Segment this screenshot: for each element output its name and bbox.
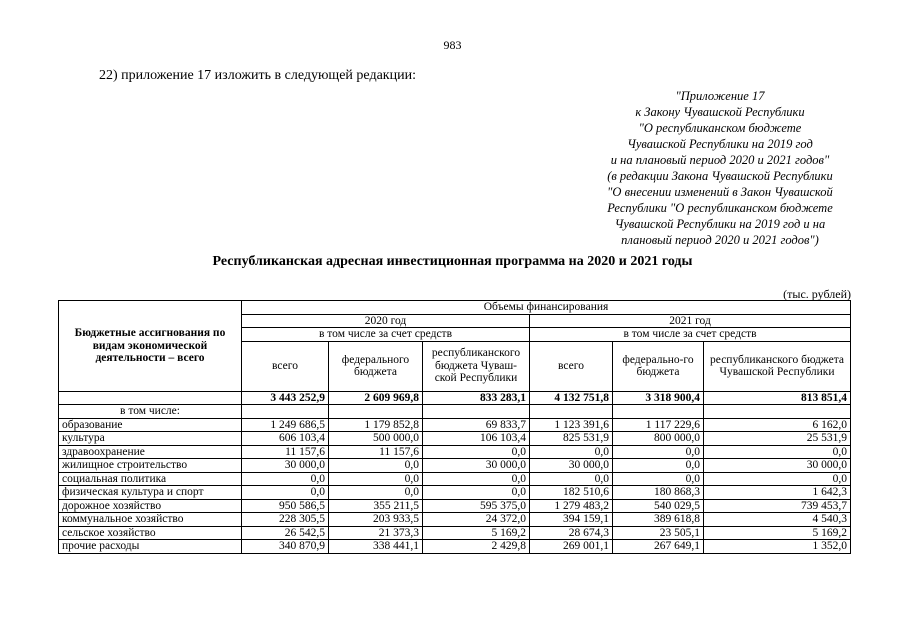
data-rows [59, 418, 851, 553]
row-value: 389 618,8 [613, 513, 704, 527]
units-label: (тыс. рублей) [783, 287, 851, 301]
row-value: 825 531,9 [530, 432, 613, 446]
row-value: 26 542,5 [242, 526, 329, 540]
row-label: социальная политика [59, 472, 242, 486]
total-value: 4 132 751,8 [530, 391, 613, 405]
table-row [59, 486, 851, 500]
row-label: образование [59, 418, 242, 432]
row-value: 2 429,8 [423, 540, 530, 554]
row-value: 0,0 [704, 472, 851, 486]
row-value: 11 157,6 [242, 445, 329, 459]
appendix-line: к Закону Чувашской Республики [635, 105, 805, 119]
row-value: 0,0 [242, 486, 329, 500]
row-value: 338 441,1 [329, 540, 423, 554]
subheader-label: в том числе: [59, 405, 242, 419]
row-value: 500 000,0 [329, 432, 423, 446]
row-value: 0,0 [613, 472, 704, 486]
row-value: 106 103,4 [423, 432, 530, 446]
row-label: прочие расходы [59, 540, 242, 554]
row-label: дорожное хозяйство [59, 499, 242, 513]
table-row [59, 418, 851, 432]
table-row [59, 499, 851, 513]
row-value: 5 169,2 [704, 526, 851, 540]
row-value: 30 000,0 [423, 459, 530, 473]
row-value: 25 531,9 [704, 432, 851, 446]
total-value: 2 609 969,8 [329, 391, 423, 405]
row-value: 267 649,1 [613, 540, 704, 554]
table-row [59, 526, 851, 540]
row-value: 182 510,6 [530, 486, 613, 500]
appendix-line: (в редакции Закона Чувашской Республики [607, 169, 833, 183]
row-value: 1 123 391,6 [530, 418, 613, 432]
row-value: 950 586,5 [242, 499, 329, 513]
row-value: 269 001,1 [530, 540, 613, 554]
row-value: 228 305,5 [242, 513, 329, 527]
appendix-line: плановый период 2020 и 2021 годов") [621, 233, 819, 247]
col-total-2020: всего [242, 341, 329, 391]
row-value: 0,0 [423, 486, 530, 500]
appendix-line: Чувашской Республики на 2019 год [627, 137, 813, 151]
row-value: 180 868,3 [613, 486, 704, 500]
page-number: 983 [443, 38, 462, 52]
table-row [59, 445, 851, 459]
row-value: 595 375,0 [423, 499, 530, 513]
total-label-cell [59, 391, 242, 405]
table-row [59, 540, 851, 554]
row-value: 11 157,6 [329, 445, 423, 459]
row-value: 0,0 [613, 445, 704, 459]
row-value: 0,0 [329, 486, 423, 500]
row-value: 0,0 [329, 472, 423, 486]
row-value: 1 117 229,6 [613, 418, 704, 432]
row-value: 394 159,1 [530, 513, 613, 527]
row-value: 0,0 [704, 445, 851, 459]
row-value: 1 179 852,8 [329, 418, 423, 432]
total-value: 3 318 900,4 [613, 391, 704, 405]
row-value: 0,0 [530, 445, 613, 459]
appendix-line: "Приложение 17 [675, 89, 765, 103]
row-value: 1 279 483,2 [530, 499, 613, 513]
row-label: здравоохранение [59, 445, 242, 459]
row-value: 0,0 [530, 472, 613, 486]
sources-header-2021: в том числе за счет средств [530, 328, 851, 342]
row-value: 800 000,0 [613, 432, 704, 446]
row-value: 69 833,7 [423, 418, 530, 432]
row-value: 0,0 [613, 459, 704, 473]
col-federal-2021: федерально-го бюджета [613, 341, 704, 391]
row-value: 340 870,9 [242, 540, 329, 554]
row-label: культура [59, 432, 242, 446]
row-value: 0,0 [329, 459, 423, 473]
appendix-line: Республики "О республиканском бюджете [607, 201, 833, 215]
col-republic-2021: республиканского бюджета Чувашской Республики [704, 341, 851, 391]
row-header-cell: Бюджетные ассигнования по видам экономической деятельности – всего [59, 301, 242, 392]
table-row [59, 513, 851, 527]
row-value: 0,0 [423, 445, 530, 459]
appendix-line: "О внесении изменений в Закон Чувашской [607, 185, 833, 199]
total-value: 813 851,4 [704, 391, 851, 405]
funding-header: Объемы финансирования [242, 301, 851, 315]
row-value: 23 505,1 [613, 526, 704, 540]
subheader-row [59, 405, 851, 419]
row-value: 21 373,3 [329, 526, 423, 540]
row-value: 30 000,0 [704, 459, 851, 473]
total-row [59, 391, 851, 405]
row-value: 5 169,2 [423, 526, 530, 540]
row-value: 1 642,3 [704, 486, 851, 500]
row-value: 30 000,0 [530, 459, 613, 473]
row-value: 0,0 [423, 472, 530, 486]
appendix-line: и на плановый период 2020 и 2021 годов" [610, 153, 830, 167]
year-2020-header: 2020 год [242, 314, 530, 328]
col-total-2021: всего [530, 341, 613, 391]
row-value: 0,0 [242, 472, 329, 486]
row-value: 4 540,3 [704, 513, 851, 527]
row-value: 739 453,7 [704, 499, 851, 513]
row-label: коммунальное хозяйство [59, 513, 242, 527]
col-federal-2020: федерального бюджета [329, 341, 423, 391]
table-row [59, 472, 851, 486]
year-2021-header: 2021 год [530, 314, 851, 328]
total-value: 3 443 252,9 [242, 391, 329, 405]
row-value: 1 249 686,5 [242, 418, 329, 432]
appendix-line: Чувашской Республики на 2019 год и на [614, 217, 826, 231]
row-value: 24 372,0 [423, 513, 530, 527]
document-title: Республиканская адресная инвестиционная программа на 2020 и 2021 годы [212, 254, 693, 269]
row-value: 30 000,0 [242, 459, 329, 473]
investment-program-table [58, 300, 851, 554]
row-value: 6 162,0 [704, 418, 851, 432]
row-value: 28 674,3 [530, 526, 613, 540]
row-label: физическая культура и спорт [59, 486, 242, 500]
intro-text: 22) приложение 17 изложить в следующей редакции: [99, 68, 416, 83]
appendix-line: "О республиканском бюджете [638, 121, 802, 135]
row-label: сельское хозяйство [59, 526, 242, 540]
sources-header-2020: в том числе за счет средств [242, 328, 530, 342]
header-row [59, 301, 851, 315]
row-value: 355 211,5 [329, 499, 423, 513]
total-value: 833 283,1 [423, 391, 530, 405]
row-value: 606 103,4 [242, 432, 329, 446]
col-republic-2020: республиканского бюджета Чуваш-ской Республики [423, 341, 530, 391]
table-row [59, 459, 851, 473]
row-label: жилищное строительство [59, 459, 242, 473]
row-value: 1 352,0 [704, 540, 851, 554]
table-row [59, 432, 851, 446]
appendix-reference [585, 88, 855, 248]
row-value: 203 933,5 [329, 513, 423, 527]
row-value: 540 029,5 [613, 499, 704, 513]
